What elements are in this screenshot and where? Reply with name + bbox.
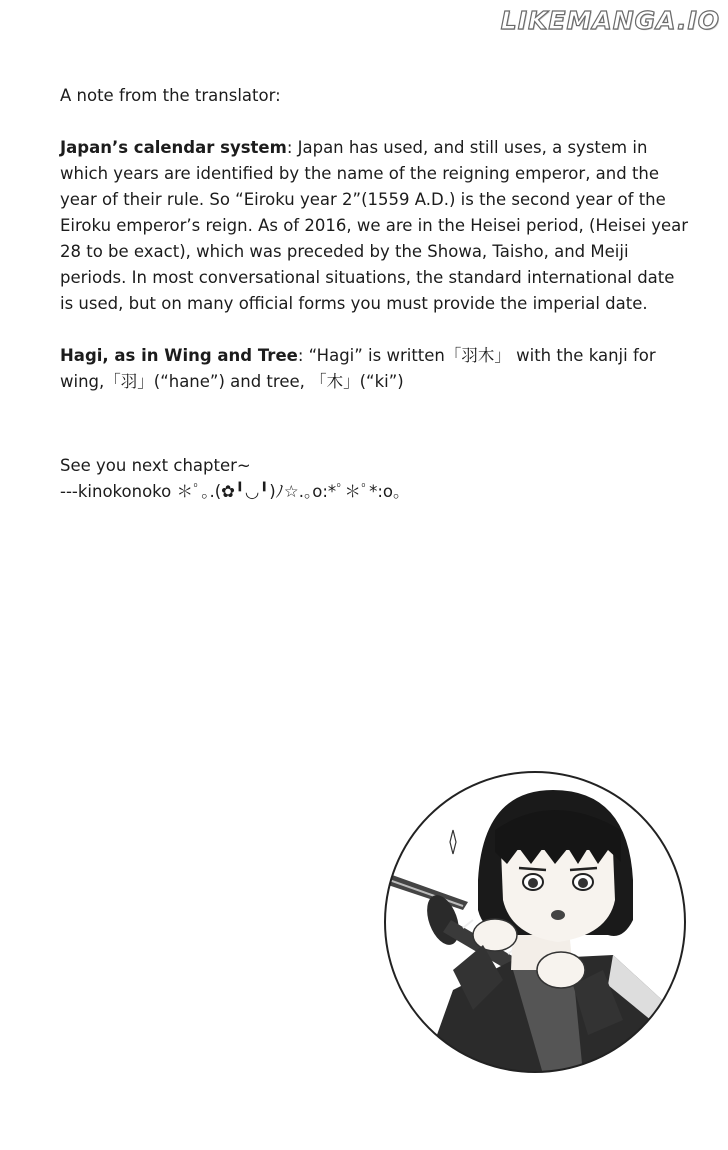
signoff-line-1: See you next chapter~ xyxy=(60,456,251,475)
site-watermark: LIKEMANGA.IO xyxy=(500,6,720,35)
calendar-title: Japan’s calendar system xyxy=(60,138,287,157)
hagi-title: Hagi, as in Wing and Tree xyxy=(60,346,298,365)
signoff-line-2: ---kinokonoko ＊ﾟ｡.(✿╹◡╹)ﾉ☆.｡o:*ﾟ＊ﾟ*:o｡ xyxy=(60,482,402,501)
calendar-text: : Japan has used, and still uses, a system in which years are identified by the name of the reigning emperor, and the year of their rule. So “Eiroku year 2”(1559 A.D.) is the second year of the Eiroku emperor’s reign. As of 2016, we are in the Heisei period, (Heisei year 28 to be exact), which was preceded by the Showa, Taisho, and Meiji periods. In most conversational situations, the standard international date is used, but on many official forms you must provide the imperial date. xyxy=(60,138,689,313)
hagi-section xyxy=(60,343,690,395)
note-heading: A note from the translator: xyxy=(60,86,281,105)
character-portrait-illustration xyxy=(383,770,687,1074)
calendar-section xyxy=(60,135,690,317)
hagi-text: : “Hagi” is written「羽木」 with the kanji for wing,「羽」(“hane”) and tree, 「木」(“ki”) xyxy=(60,346,656,391)
translator-note xyxy=(60,83,690,505)
signoff xyxy=(60,453,690,505)
